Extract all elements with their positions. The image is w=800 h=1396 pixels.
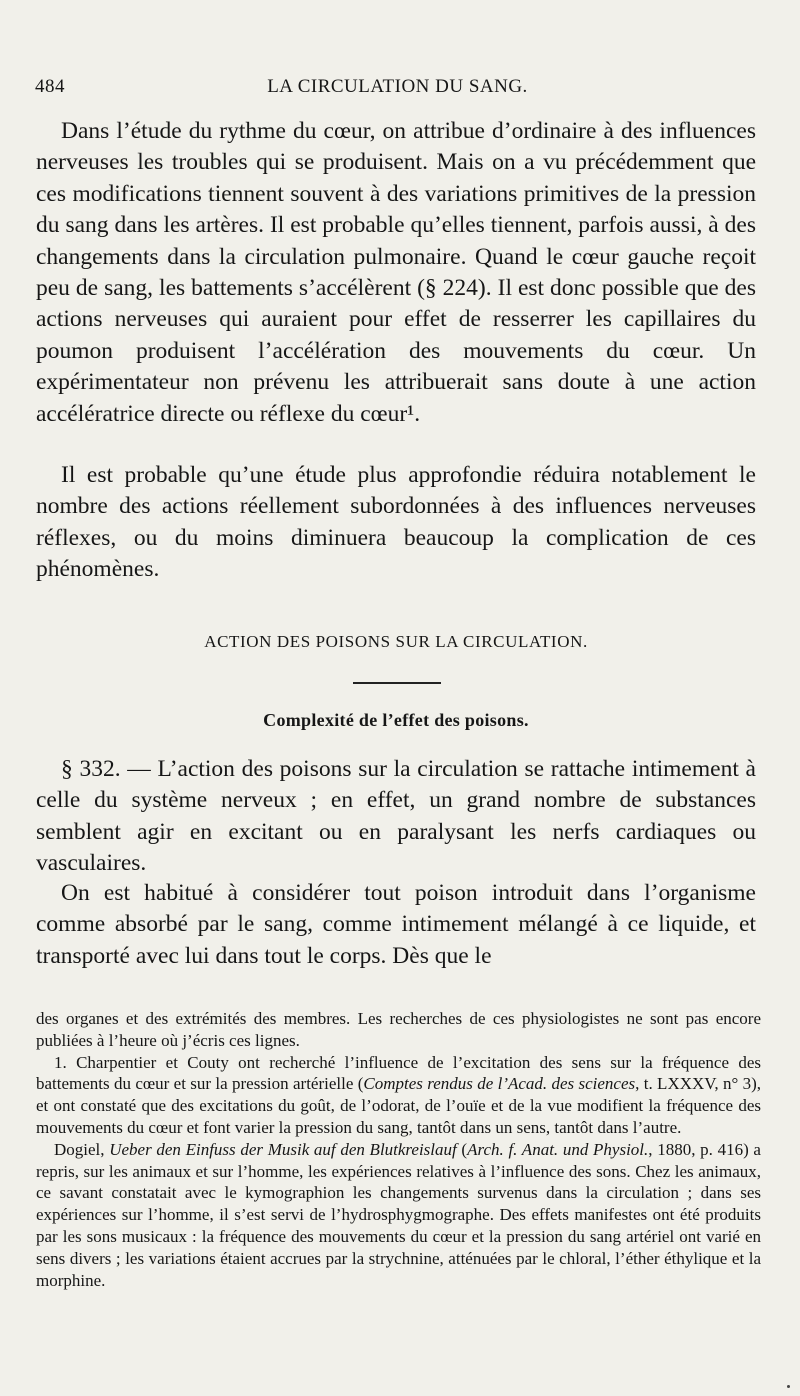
section-divider (353, 682, 441, 684)
footnote-dogiel-journal: Arch. f. Anat. und Physiol. (467, 1139, 649, 1159)
paragraph-rhythm: Dans l’étude du rythme du cœur, on attribue d’ordinaire à des influences nerveuses les troubles qui se produisent. Mais on a vu précédemment que ces modifications tiennent souvent à des variations primitives de la pression du sang dans les artères. Il est probable qu’elles tiennent, parfois aussi, à des changements dans la circulation pulmonaire. Quand le cœur gauche reçoit peu de sang, les battements s’accélèrent (§ 224). Il est donc possible que des actions nerveuses qui auraient pour effet de resserrer les capillaires du poumon produisent l’accélération des mouvements du cœur. Un expérimentateur non prévenu les attribuerait sans doute à une action accélératrice directe ou réflexe du cœur¹. (36, 118, 756, 427)
page-number: 484 (35, 76, 65, 97)
footnote-continuation: des organes et des extrémités des membres. Les recherches de ces physiologistes ne sont pas encore publiées à l’heure où j’écris ces lignes. (36, 1009, 761, 1050)
footnote-dogiel-author: Dogiel, (54, 1139, 110, 1159)
footnote-1 (36, 1052, 761, 1139)
subsection-title: Complexité de l’effet des poisons. (263, 710, 529, 730)
footnotes (36, 1008, 761, 1291)
footnote-dogiel (36, 1139, 761, 1292)
paragraph-332: § 332. — L’action des poisons sur la circulation se rattache intimement à celle du système nerveux ; en effet, un grand nombre de substances semblent agir en excitant ou en paralysant les nerfs cardiaques ou vasculaires. (36, 756, 756, 877)
footnote-1-text-a: 1. Charpentier et Couty ont recherché l’influence de l’excitation des sens sur la fréquence des battements du cœur et sur la pression artérielle ( (36, 1052, 761, 1094)
scan-speck (787, 1385, 790, 1388)
running-title: LA CIRCULATION DU SANG. (267, 76, 528, 97)
footnote-dogiel-title: Ueber den Einfuss der Musik auf den Blutkreislauf (109, 1139, 457, 1159)
paragraph-absorption: On est habitué à considérer tout poison introduit dans l’organisme comme absorbé par le sang, comme intimement mélangé à ce liquide, et transporté avec lui dans tout le corps. Dès que le (36, 880, 756, 969)
footnote-dogiel-text-b: ( (456, 1139, 468, 1159)
paragraph-reflex: Il est probable qu’une étude plus approfondie réduira notablement le nombre des actions réellement subordonnées à des influences nerveuses réflexes, ou du moins diminuera beaucoup la complication de ces phénomènes. (36, 462, 756, 583)
footnote-dogiel-text-c: , 1880, p. 416) a repris, sur les animaux et sur l’homme, les expériences relatives à l’influence des sons. Chez les animaux, ce savant constatait avec le kymographion les changements survenus dans la circulation ; dans ses expériences sur l’homme, il s’est servi de l’hydrosphygmographe. Des effets manifestes ont été produits par les sons musicaux : la fréquence des mouvements du cœur et la pression du sang artériel ont varié en sens divers ; les variations étaient accrues par la strychnine, atténuées par le chloral, l’éther éthylique et la morphine. (36, 1139, 761, 1290)
footnote-1-citation: Comptes rendus de l’Acad. des sciences (363, 1074, 636, 1094)
section-title: ACTION DES POISONS SUR LA CIRCULATION. (204, 632, 588, 651)
page-header (35, 76, 760, 106)
footnote-1-text-b: , t. LXXXV, n° 3), et ont constaté que des excitations du goût, de l’odorat, de l’ouïe et de la vue modifient la fréquence des mouvements du cœur et font varier la pression du sang, tantôt dans un sens, tantôt dans l’autre. (36, 1074, 761, 1137)
